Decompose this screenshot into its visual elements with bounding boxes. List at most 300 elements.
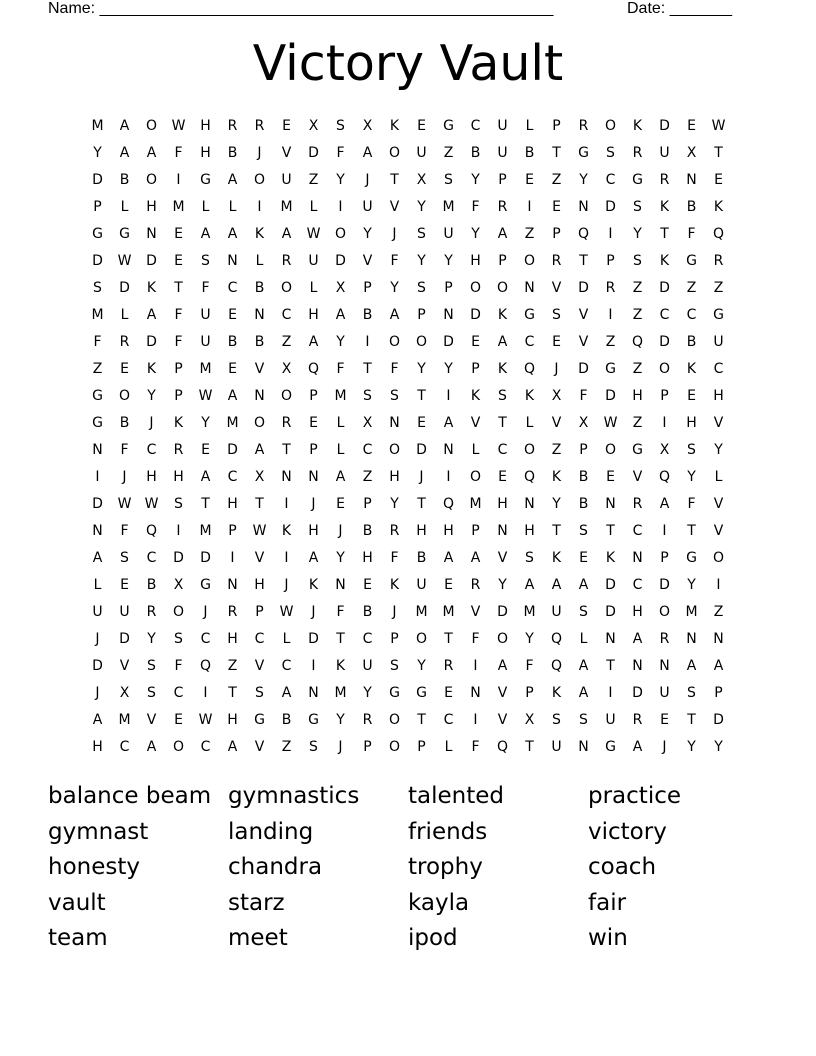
grid-letter: T (417, 496, 426, 512)
grid-letter: B (362, 523, 373, 539)
grid-letter: B (281, 712, 292, 728)
grid-letter: S (417, 226, 426, 242)
grid-letter: Z (281, 739, 292, 755)
grid-letter: H (632, 604, 643, 620)
grid-letter: O (145, 172, 158, 188)
word-bank-item: chandra (228, 854, 323, 880)
grid-letter: X (416, 172, 427, 188)
grid-letter: V (713, 415, 724, 431)
grid-letter: N (605, 631, 616, 647)
grid-letter: G (416, 685, 427, 701)
grid-letter: E (174, 712, 183, 728)
grid-letter: P (552, 118, 561, 134)
grid-letter: X (335, 280, 346, 296)
grid-letter: G (200, 172, 211, 188)
grid-letter: Z (686, 280, 697, 296)
grid-letter: L (714, 469, 723, 485)
grid-letter: G (578, 145, 589, 161)
grid-letter: R (443, 658, 454, 674)
grid-letter: I (473, 712, 478, 728)
grid-letter: W (198, 388, 213, 404)
grid-letter: S (498, 388, 507, 404)
grid-letter: R (632, 496, 643, 512)
grid-letter: N (308, 469, 319, 485)
grid-letter: N (335, 577, 346, 593)
grid-letter: V (281, 145, 292, 161)
grid-letter: M (91, 118, 104, 134)
grid-letter: V (470, 604, 481, 620)
grid-letter: S (336, 118, 345, 134)
grid-letter: A (632, 631, 643, 647)
grid-letter: S (525, 550, 534, 566)
grid-letter: E (579, 550, 588, 566)
grid-letter: C (470, 118, 481, 134)
grid-letter: Z (605, 334, 616, 350)
grid-letter: S (174, 496, 183, 512)
grid-letter: O (388, 739, 401, 755)
grid-letter: D (92, 496, 103, 512)
grid-letter: F (174, 334, 183, 350)
grid-letter: J (662, 739, 667, 755)
grid-letter: Q (496, 739, 509, 755)
grid-letter: S (579, 604, 588, 620)
grid-letter: Q (712, 226, 725, 242)
grid-letter: F (174, 307, 183, 323)
grid-letter: K (551, 685, 562, 701)
grid-letter: W (306, 226, 321, 242)
grid-letter: I (284, 550, 289, 566)
grid-letter: L (444, 739, 453, 755)
grid-letter: H (146, 199, 157, 215)
grid-letter: R (281, 415, 292, 431)
word-bank-item: gymnastics (228, 783, 360, 809)
grid-letter: H (389, 469, 400, 485)
grid-letter: P (363, 280, 372, 296)
grid-letter: V (119, 658, 130, 674)
grid-letter: Z (713, 604, 724, 620)
grid-letter: R (173, 442, 184, 458)
grid-letter: S (417, 280, 426, 296)
grid-letter: W (198, 712, 213, 728)
grid-letter: A (146, 145, 157, 161)
grid-letter: P (606, 253, 615, 269)
grid-letter: U (362, 658, 373, 674)
grid-letter: D (92, 253, 103, 269)
grid-letter: N (227, 577, 238, 593)
grid-letter: E (525, 172, 534, 188)
grid-letter: J (392, 604, 397, 620)
grid-letter: S (201, 253, 210, 269)
grid-letter: Y (93, 145, 102, 161)
grid-letter: O (172, 739, 185, 755)
grid-letter: B (416, 550, 427, 566)
grid-letter: G (92, 388, 103, 404)
grid-letter: U (119, 604, 130, 620)
grid-letter: W (252, 523, 267, 539)
grid-letter: W (171, 118, 186, 134)
grid-letter: S (687, 442, 696, 458)
grid-letter: O (712, 550, 725, 566)
grid-letter: Y (552, 496, 561, 512)
grid-letter: H (200, 145, 211, 161)
grid-letter: L (525, 415, 534, 431)
grid-letter: U (416, 145, 427, 161)
grid-letter: E (687, 388, 696, 404)
grid-letter: Z (281, 334, 292, 350)
grid-letter: A (119, 118, 130, 134)
grid-letter: O (496, 631, 509, 647)
grid-letter: I (257, 199, 262, 215)
grid-letter: G (686, 253, 697, 269)
grid-letter: O (388, 442, 401, 458)
grid-letter: M (523, 604, 536, 620)
grid-letter: V (254, 658, 265, 674)
grid-letter: Z (632, 280, 643, 296)
grid-letter: D (605, 604, 616, 620)
grid-letter: K (389, 577, 400, 593)
grid-letter: P (417, 307, 426, 323)
grid-letter: H (227, 496, 238, 512)
grid-letter: C (200, 739, 211, 755)
grid-letter: P (93, 199, 102, 215)
grid-letter: J (419, 469, 424, 485)
grid-letter: F (471, 739, 480, 755)
grid-letter: E (417, 415, 426, 431)
grid-letter: T (363, 361, 372, 377)
grid-letter: A (200, 469, 211, 485)
grid-letter: U (497, 118, 508, 134)
grid-letter: F (687, 496, 696, 512)
grid-letter: P (660, 550, 669, 566)
grid-letter: F (579, 388, 588, 404)
grid-letter: J (149, 415, 154, 431)
grid-letter: V (146, 712, 157, 728)
grid-letter: D (146, 253, 157, 269)
grid-letter: V (254, 550, 265, 566)
word-bank-item: victory (588, 818, 667, 845)
grid-letter: L (309, 199, 318, 215)
grid-letter: B (524, 145, 535, 161)
grid-letter: I (716, 577, 721, 593)
grid-letter: L (471, 442, 480, 458)
grid-letter: Y (525, 631, 534, 647)
grid-letter: O (658, 604, 671, 620)
grid-letter: N (254, 307, 265, 323)
grid-letter: O (118, 388, 131, 404)
grid-letter: N (443, 307, 454, 323)
grid-letter: V (578, 334, 589, 350)
grid-letter: B (254, 280, 265, 296)
grid-letter: M (685, 604, 698, 620)
grid-letter: Z (632, 307, 643, 323)
grid-letter: J (554, 361, 559, 377)
grid-letter: I (608, 226, 613, 242)
grid-letter: U (497, 145, 508, 161)
grid-letter: K (254, 226, 265, 242)
grid-letter: U (713, 334, 724, 350)
grid-letter: G (632, 172, 643, 188)
grid-letter: H (308, 523, 319, 539)
grid-letter: K (470, 388, 481, 404)
grid-letter: A (281, 685, 292, 701)
grid-letter: D (200, 550, 211, 566)
grid-letter: P (714, 685, 723, 701)
grid-letter: L (201, 199, 210, 215)
grid-letter: X (524, 712, 535, 728)
grid-letter: N (443, 442, 454, 458)
grid-letter: O (334, 226, 347, 242)
grid-letter: X (551, 388, 562, 404)
word-bank-item: kayla (408, 889, 470, 916)
grid-letter: H (254, 577, 265, 593)
grid-letter: R (146, 604, 157, 620)
grid-letter: C (281, 658, 292, 674)
grid-letter: T (552, 145, 561, 161)
grid-letter: A (227, 172, 238, 188)
grid-letter: P (498, 253, 507, 269)
word-bank-item: win (588, 925, 628, 951)
grid-letter: G (605, 361, 616, 377)
grid-letter: C (524, 334, 535, 350)
grid-letter: N (632, 658, 643, 674)
grid-letter: M (91, 307, 104, 323)
grid-letter: S (93, 280, 102, 296)
word-bank-item: meet (228, 925, 288, 951)
grid-letter: U (551, 739, 562, 755)
grid-letter: D (659, 334, 670, 350)
grid-letter: A (281, 226, 292, 242)
grid-letter: C (146, 550, 157, 566)
grid-letter: K (281, 523, 292, 539)
grid-letter: N (389, 415, 400, 431)
grid-letter: B (227, 145, 238, 161)
grid-letter: O (415, 631, 428, 647)
grid-letter: V (713, 523, 724, 539)
grid-letter: P (228, 523, 237, 539)
grid-letter: D (605, 199, 616, 215)
grid-letter: S (147, 658, 156, 674)
grid-letter: V (497, 550, 508, 566)
grid-letter: Y (390, 280, 399, 296)
grid-letter: A (335, 307, 346, 323)
grid-letter: T (525, 739, 534, 755)
grid-letter: A (632, 739, 643, 755)
grid-letter: G (92, 415, 103, 431)
grid-letter: D (578, 361, 589, 377)
grid-letter: L (336, 415, 345, 431)
grid-letter: C (173, 685, 184, 701)
grid-letter: A (497, 226, 508, 242)
grid-letter: B (578, 496, 589, 512)
grid-letter: A (497, 658, 508, 674)
grid-letter: U (659, 685, 670, 701)
grid-letter: F (390, 550, 399, 566)
grid-letter: J (338, 523, 343, 539)
grid-letter: N (92, 523, 103, 539)
grid-letter: K (173, 415, 184, 431)
grid-letter: M (118, 712, 131, 728)
grid-letter: E (606, 469, 615, 485)
grid-letter: E (174, 226, 183, 242)
grid-letter: D (416, 442, 427, 458)
grid-letter: G (92, 226, 103, 242)
grid-letter: T (687, 712, 696, 728)
grid-letter: O (172, 604, 185, 620)
grid-letter: H (524, 523, 535, 539)
grid-letter: B (686, 199, 697, 215)
grid-letter: E (687, 118, 696, 134)
grid-letter: E (552, 334, 561, 350)
grid-letter: D (659, 118, 670, 134)
grid-letter: N (578, 739, 589, 755)
grid-letter: J (257, 145, 262, 161)
grid-letter: A (497, 334, 508, 350)
grid-letter: D (470, 307, 481, 323)
grid-letter: T (174, 280, 183, 296)
grid-letter: I (176, 523, 181, 539)
grid-letter: M (415, 604, 428, 620)
grid-letter: E (714, 172, 723, 188)
grid-letter: O (496, 280, 509, 296)
grid-letter: D (92, 172, 103, 188)
grid-letter: Z (551, 442, 562, 458)
grid-letter: K (389, 118, 400, 134)
grid-letter: T (417, 712, 426, 728)
grid-letter: B (362, 604, 373, 620)
grid-letter: Y (336, 172, 345, 188)
grid-letter: T (390, 172, 399, 188)
grid-letter: O (523, 253, 536, 269)
grid-letter: O (280, 388, 293, 404)
grid-letter: P (579, 442, 588, 458)
grid-letter: I (608, 685, 613, 701)
grid-letter: F (120, 523, 129, 539)
grid-letter: R (227, 604, 238, 620)
grid-letter: A (686, 658, 697, 674)
grid-letter: Y (147, 631, 156, 647)
grid-letter: C (659, 307, 670, 323)
grid-letter: S (606, 145, 615, 161)
grid-letter: B (686, 334, 697, 350)
grid-letter: M (280, 199, 293, 215)
grid-letter: G (119, 226, 130, 242)
grid-letter: E (228, 307, 237, 323)
grid-letter: I (338, 199, 343, 215)
grid-letter: Y (336, 712, 345, 728)
grid-letter: B (578, 469, 589, 485)
grid-letter: I (662, 523, 667, 539)
grid-letter: L (255, 253, 264, 269)
grid-letter: D (335, 253, 346, 269)
grid-letter: X (362, 415, 373, 431)
grid-letter: N (578, 199, 589, 215)
grid-letter: Q (658, 469, 671, 485)
grid-letter: A (227, 226, 238, 242)
grid-letter: S (309, 739, 318, 755)
grid-letter: F (471, 631, 480, 647)
grid-letter: E (552, 199, 561, 215)
grid-letter: B (227, 334, 238, 350)
grid-letter: C (362, 442, 373, 458)
grid-letter: T (228, 685, 237, 701)
grid-letter: T (552, 523, 561, 539)
grid-letter: H (92, 739, 103, 755)
grid-letter: G (389, 685, 400, 701)
grid-letter: N (686, 631, 697, 647)
name-field-label: Name: ___________________________________________________ (48, 0, 554, 17)
grid-letter: A (146, 307, 157, 323)
grid-letter: R (362, 712, 373, 728)
page-title: Victory Vault (252, 35, 564, 92)
grid-letter: Y (201, 415, 210, 431)
grid-letter: N (281, 469, 292, 485)
grid-letter: M (442, 199, 455, 215)
grid-letter: Q (145, 523, 158, 539)
grid-letter: D (497, 604, 508, 620)
grid-letter: C (632, 577, 643, 593)
grid-letter: S (120, 550, 129, 566)
grid-letter: T (606, 658, 615, 674)
grid-letter: Q (523, 361, 536, 377)
grid-letter: V (497, 712, 508, 728)
grid-letter: B (146, 577, 157, 593)
grid-letter: R (470, 577, 481, 593)
grid-letter: S (687, 685, 696, 701)
grid-letter: L (120, 307, 129, 323)
grid-letter: N (524, 496, 535, 512)
grid-letter: S (147, 685, 156, 701)
grid-letter: O (388, 712, 401, 728)
grid-letter: E (498, 469, 507, 485)
grid-letter: K (497, 307, 508, 323)
grid-letter: A (254, 442, 265, 458)
grid-letter: J (122, 469, 127, 485)
grid-letter: C (281, 307, 292, 323)
grid-letter: K (605, 550, 616, 566)
grid-letter: I (446, 388, 451, 404)
grid-letter: J (365, 172, 370, 188)
grid-letter: W (279, 604, 294, 620)
grid-letter: N (227, 253, 238, 269)
grid-letter: N (605, 496, 616, 512)
grid-letter: S (552, 307, 561, 323)
grid-letter: V (632, 469, 643, 485)
grid-letter: S (390, 388, 399, 404)
grid-letter: K (686, 361, 697, 377)
grid-letter: V (551, 280, 562, 296)
grid-letter: V (254, 361, 265, 377)
grid-letter: D (308, 631, 319, 647)
grid-letter: Y (498, 577, 507, 593)
grid-letter: R (659, 172, 670, 188)
grid-letter: H (497, 496, 508, 512)
grid-letter: K (308, 577, 319, 593)
grid-letter: E (309, 415, 318, 431)
grid-letter: X (173, 577, 184, 593)
word-bank-item: team (48, 925, 108, 951)
grid-letter: U (551, 604, 562, 620)
grid-letter: L (525, 118, 534, 134)
grid-letter: Q (199, 658, 212, 674)
grid-letter: C (497, 442, 508, 458)
grid-letter: F (525, 658, 534, 674)
grid-letter: S (444, 172, 453, 188)
grid-letter: M (442, 604, 455, 620)
grid-letter: O (604, 442, 617, 458)
grid-letter: R (227, 118, 238, 134)
grid-letter: D (605, 577, 616, 593)
grid-letter: K (524, 388, 535, 404)
